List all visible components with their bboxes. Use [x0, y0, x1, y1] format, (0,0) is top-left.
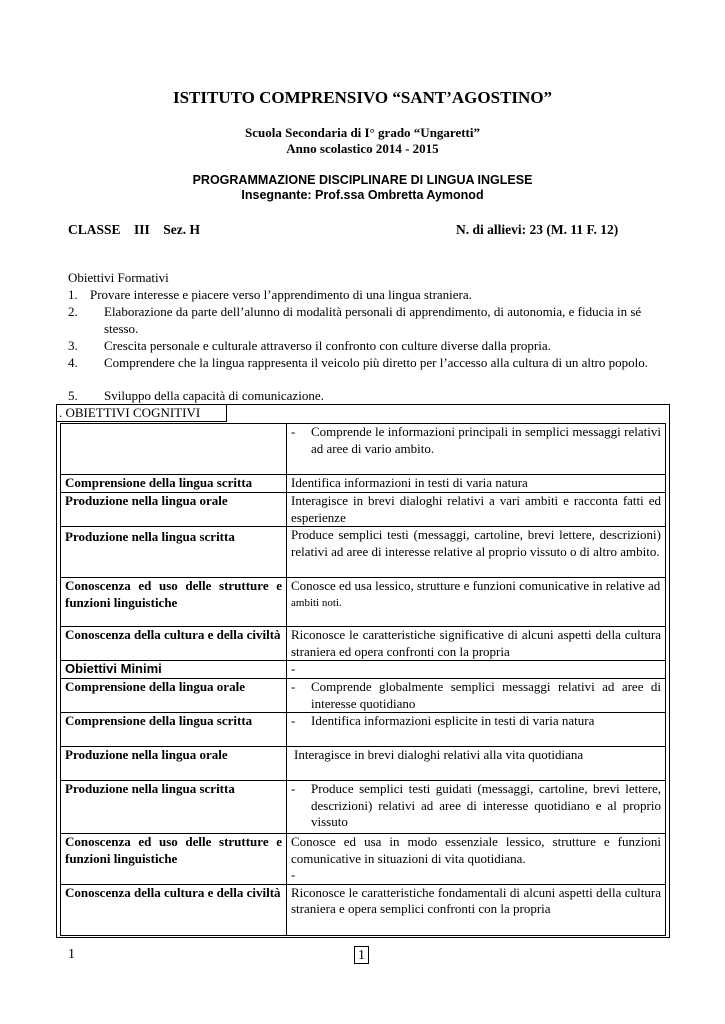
- row-label: Produzione nella lingua scritta: [61, 527, 287, 578]
- formativi-item-text: Provare interesse e piacere verso l’apprendimento di una lingua straniera.: [90, 287, 472, 302]
- formativi-item-text: Crescita personale e culturale attraverso il confronto con culture diverse dalla propria.: [104, 338, 551, 353]
- row-description: [287, 424, 666, 475]
- row-description: [287, 713, 666, 747]
- subject-heading: PROGRAMMAZIONE DISCIPLINARE DI LINGUA INGLESE: [192, 173, 533, 187]
- teacher-name: Insegnante: Prof.ssa Ombretta Aymonod: [241, 188, 484, 202]
- table-row: [61, 747, 666, 781]
- formativi-item: [68, 304, 668, 337]
- bullet-dash: -: [291, 679, 296, 694]
- row-label: Conoscenza ed uso delle strutture e funzioni linguistiche: [61, 578, 287, 627]
- table-row: [61, 713, 666, 747]
- formativi-item-text: Sviluppo della capacità di comunicazione.: [104, 388, 324, 403]
- document-title: ISTITUTO COMPRENSIVO “SANT’AGOSTINO”: [172, 88, 553, 107]
- row-description: [287, 679, 666, 713]
- table-row: [61, 493, 666, 527]
- row-description-extra: ambiti noti.: [291, 596, 342, 609]
- row-description: Interagisce in brevi dialoghi relativi alla vita quotidiana: [287, 747, 666, 781]
- row-label: Produzione nella lingua orale: [61, 747, 287, 781]
- row-label: Comprensione della lingua scritta: [61, 475, 287, 493]
- table-row: [61, 661, 666, 679]
- obiettivi-formativi-heading: Obiettivi Formativi: [68, 270, 169, 285]
- school-year: Anno scolastico 2014 - 2015: [286, 141, 439, 156]
- formativi-item-number: 5.: [68, 388, 78, 403]
- row-label: Conoscenza della cultura e della civiltà: [61, 884, 287, 935]
- bullet-dash: -: [291, 781, 296, 796]
- table-row: [61, 834, 666, 885]
- table-row: [61, 527, 666, 578]
- row-description-text: Identifica informazioni esplicite in testi di varia natura: [311, 713, 595, 728]
- page-number: 1: [68, 947, 75, 962]
- row-description-text: Produce semplici testi guidati (messaggi, cartoline, brevi lettere, descrizioni) relativi ad aree di interesse quotidiano e al proprio vissuto: [311, 781, 661, 829]
- row-label: [61, 424, 287, 475]
- formativi-item-number: 2.: [68, 304, 78, 319]
- row-description-extra: -: [291, 867, 296, 882]
- formativi-item-number: 1.: [68, 287, 78, 302]
- row-label: Obiettivi Minimi: [61, 661, 287, 679]
- row-description-text: Conosce ed usa lessico, strutture e funzioni comunicative in relative ad: [291, 578, 661, 593]
- row-description: Identifica informazioni in testi di varia natura: [287, 475, 666, 493]
- row-label: Comprensione della lingua scritta: [61, 713, 287, 747]
- row-description-text: Conosce ed usa in modo essenziale lessico, strutture e funzioni comunicative in situazioni di vita quotidiana.: [291, 834, 661, 866]
- class-section: CLASSE III Sez. H: [68, 222, 201, 237]
- obiettivi-cognitivi-label: . OBIETTIVI COGNITIVI: [56, 404, 227, 422]
- students-count: N. di allievi: 23 (M. 11 F. 12): [456, 222, 619, 237]
- formativi-item: [68, 287, 668, 304]
- table-row: [61, 627, 666, 661]
- table-row: [61, 424, 666, 475]
- bullet-dash: -: [291, 424, 296, 439]
- row-description: -: [287, 661, 666, 679]
- row-description: Interagisce in brevi dialoghi relativi a vari ambiti e racconta fatti ed esperienze: [287, 493, 666, 527]
- row-label: Conoscenza della cultura e della civiltà: [61, 627, 287, 661]
- row-description-text: Comprende globalmente semplici messaggi relativi ad aree di interesse quotidiano: [311, 679, 661, 711]
- objectives-table: [60, 423, 666, 936]
- row-label: Produzione nella lingua orale: [61, 493, 287, 527]
- row-description: Riconosce le caratteristiche fondamentali di alcuni aspetti della cultura straniera e opera semplici confronti con la propria: [287, 884, 666, 935]
- formativi-item: [68, 338, 668, 355]
- table-row: [61, 578, 666, 627]
- row-label: Conoscenza ed uso delle strutture e funzioni linguistiche: [61, 834, 287, 885]
- row-description: Produce semplici testi (messaggi, cartoline, brevi lettere, descrizioni) relativi ad aree di interesse relative al proprio vissuto o di altro ambito.: [287, 527, 666, 578]
- row-description: Riconosce le caratteristiche significative di alcuni aspetti della cultura straniera ed opera confronti con la propria: [287, 627, 666, 661]
- formativi-item: [68, 388, 668, 405]
- page-number-box: 1: [354, 946, 369, 964]
- table-row: [61, 475, 666, 493]
- school-name: Scuola Secondaria di I° grado “Ungaretti”: [245, 125, 480, 140]
- formativi-item-number: 4.: [68, 355, 78, 370]
- row-label: Comprensione della lingua orale: [61, 679, 287, 713]
- row-label: Produzione nella lingua scritta: [61, 781, 287, 834]
- formativi-item-text: Elaborazione da parte dell’alunno di modalità personali di apprendimento, di autonomia, e fiducia in sé stesso.: [104, 304, 642, 336]
- formativi-item-text: Comprendere che la lingua rappresenta il veicolo più diretto per l’accesso alla cultura di un altro popolo.: [104, 355, 649, 370]
- formativi-item: [68, 355, 668, 372]
- table-row: [61, 679, 666, 713]
- table-row: [61, 781, 666, 834]
- row-description: [287, 781, 666, 834]
- row-description: [287, 578, 666, 627]
- row-description-text: Comprende le informazioni principali in semplici messaggi relativi ad aree di vario ambito.: [311, 424, 661, 456]
- bullet-dash: -: [291, 713, 296, 728]
- row-description: [287, 834, 666, 885]
- formativi-item-number: 3.: [68, 338, 78, 353]
- table-row: [61, 884, 666, 935]
